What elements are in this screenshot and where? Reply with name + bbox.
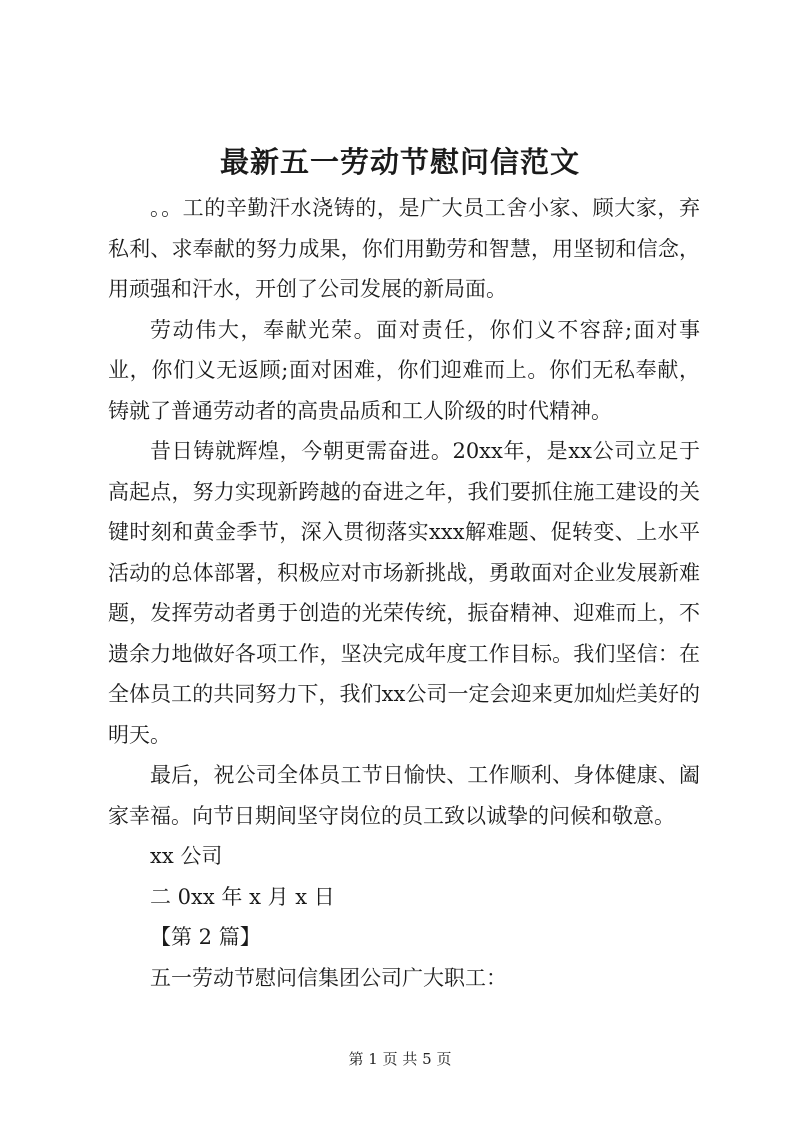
paragraph-3: 昔日铸就辉煌，今朝更需奋进。20xx年，是xx公司立足于高起点，努力实现新跨越的奋进之年，我们要抓住施工建设的关键时刻和黄金季节，深入贯彻落实xxx解难题、促转变、上水平活动的总体部署，积极应对市场新挑战，勇敢面对企业发展新难题，发挥劳动者勇于创造的光荣传统，振奋精神、迎难而上，不遗余力地做好各项工作，坚决完成年度工作目标。我们坚信：在全体员工的共同努力下，我们xx公司一定会迎来更加灿烂美好的明天。 bbox=[108, 439, 700, 747]
section-heading: 【第 2 篇】 bbox=[150, 925, 261, 949]
paragraph-2: 劳动伟大，奉献光荣。面对责任，你们义不容辞;面对事业，你们义无返顾;面对困难，你们迎难而上。你们无私奉献，铸就了普通劳动者的高贵品质和工人阶级的时代精神。 bbox=[108, 317, 700, 423]
section-opening: 五一劳动节慰问信集团公司广大职工： bbox=[150, 965, 507, 990]
paragraph-1: 。。工的辛勤汗水浇铸的，是广大员工舍小家、顾大家，弃私利、求奉献的努力成果，你们用勤劳和智慧，用坚韧和信念，用顽强和汗水，开创了公司发展的新局面。 bbox=[108, 196, 700, 301]
page-title: 最新五一劳动节慰问信范文 bbox=[219, 145, 580, 179]
paragraph-4: 最后，祝公司全体员工节日愉快、工作顺利、身体健康、阖家幸福。向节日期间坚守岗位的员工致以诚挚的问候和敬意。 bbox=[108, 763, 700, 828]
signature-company: xx 公司 bbox=[150, 844, 223, 868]
document-body bbox=[108, 188, 700, 998]
signature-date: 二 0xx 年 x 月 x 日 bbox=[150, 884, 335, 909]
page-footer: 第 1 页 共 5 页 bbox=[348, 1050, 452, 1068]
